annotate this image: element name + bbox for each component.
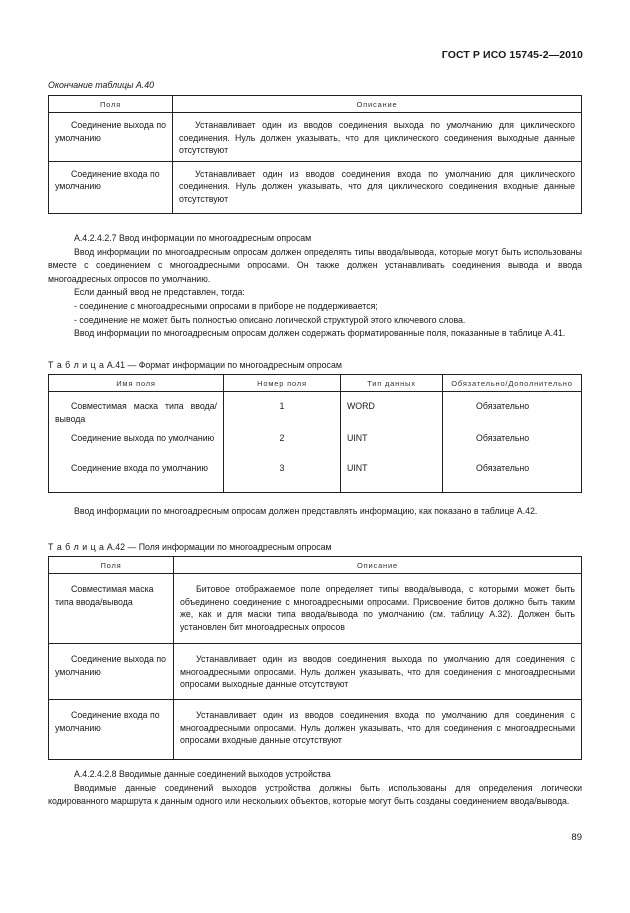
column-header: Обязательно/Дополнительно bbox=[443, 375, 582, 392]
field-name-cell: Соединение выхода по умолчанию bbox=[55, 654, 166, 677]
table-42 bbox=[48, 556, 582, 760]
section-multicast-poll bbox=[48, 232, 582, 341]
section-heading: А.4.2.4.2.8 Вводимые данные соединений выходов устройства bbox=[74, 769, 331, 779]
data-type-cell: UINT bbox=[347, 463, 368, 474]
paragraph: Если данный ввод не представлен, тогда: bbox=[74, 287, 245, 298]
description-cell: Устанавливает один из вводов соединения входа по умолчанию для циклического соединения. Нуль должен указывать, что для циклического соединения входные данные отсутствуют bbox=[179, 168, 575, 204]
column-header: Имя поля bbox=[49, 375, 224, 392]
field-number-cell: 3 bbox=[279, 463, 285, 474]
section-device-output-connections bbox=[48, 768, 582, 809]
table-row bbox=[49, 429, 582, 459]
field-name-cell: Соединение входа по умолчанию bbox=[55, 168, 160, 192]
document-header-id: ГОСТ Р ИСО 15745-2—2010 bbox=[441, 49, 583, 61]
paragraph: Вводимые данные соединений выходов устройства должны быть использованы для определения логически кодированного маршрута к данным одного или нескольких объектов, которые могут быть созданы соединением ввода/вывода. bbox=[48, 782, 582, 807]
field-name-cell: Соединение выхода по умолчанию bbox=[55, 120, 166, 143]
table-caption-prefix: Т а б л и ц а bbox=[48, 360, 105, 370]
table-row bbox=[49, 113, 582, 162]
table-caption-prefix: Т а б л и ц а bbox=[48, 542, 105, 552]
list-item: - соединение не может быть полностью описано логической структурой этого ключевого слова. bbox=[74, 314, 466, 325]
column-header: Поля bbox=[49, 96, 173, 113]
description-cell: Устанавливает один из вводов соединения входа по умолчанию для соединения с многоадресными опросами. Нуль должен указывать, что для соединения с многоадресными опросами входные данные отсутствуют bbox=[180, 710, 575, 746]
column-header: Описание bbox=[174, 557, 582, 574]
column-header: Поля bbox=[49, 557, 174, 574]
field-number-cell: 2 bbox=[279, 433, 285, 444]
field-name-cell: Совместимая маска типа ввода/вывода bbox=[55, 401, 217, 424]
field-name-cell: Соединение выхода по умолчанию bbox=[71, 433, 215, 444]
description-cell: Битовое отображаемое поле определяет типы ввода/вывода, с которыми может быть объединено соединение с многоадресными опросами. Присвоение битов должно быть таким же, как и для маски типа ввода/вывода по умолчанию (см. таблицу А.32). Должен быть установлен бит многоадресных опросов bbox=[180, 584, 575, 632]
column-header: Описание bbox=[173, 96, 582, 113]
table-header-row bbox=[49, 96, 582, 113]
paragraph: Ввод информации по многоадресным опросам должен представлять информацию, как показано в таблице А.42. bbox=[74, 506, 538, 516]
table-row bbox=[49, 644, 582, 700]
requirement-cell: Обязательно bbox=[476, 433, 530, 444]
data-type-cell: UINT bbox=[347, 433, 368, 444]
requirement-cell: Обязательно bbox=[476, 463, 530, 474]
list-item: - соединение с многоадресными опросами в приборе не поддерживается; bbox=[74, 300, 378, 311]
table-caption-text: А.42 — Поля информации по многоадресным опросам bbox=[106, 542, 332, 552]
section-heading: А.4.2.4.2.7 Ввод информации по многоадресным опросам bbox=[74, 233, 312, 243]
table-40 bbox=[48, 95, 582, 214]
table-row bbox=[49, 161, 582, 213]
table-row bbox=[49, 700, 582, 760]
table-row bbox=[49, 574, 582, 644]
table-header-row bbox=[49, 375, 582, 392]
table-row bbox=[49, 459, 582, 492]
table-42-caption bbox=[48, 542, 332, 552]
requirement-cell: Обязательно bbox=[476, 401, 530, 411]
data-type-cell: WORD bbox=[347, 401, 375, 411]
paragraph: Ввод информации по многоадресным опросам должен определять типы ввода/вывода, которые могут быть использованы вместе с соединением с многоадресными опросами. Он также должен устанавливать соединения вывода и ввода многоадресных опросов по умолчанию. bbox=[48, 246, 582, 284]
table-41 bbox=[48, 374, 582, 493]
field-number-cell: 1 bbox=[279, 401, 285, 411]
column-header: Тип данных bbox=[341, 375, 443, 392]
description-cell: Устанавливает один из вводов соединения выхода по умолчанию для циклического соединения. Нуль должен указывать, что для циклического соединения выходные данные отсутствуют bbox=[179, 120, 575, 156]
field-name-cell: Соединение входа по умолчанию bbox=[55, 710, 160, 733]
table-caption-text: А.41 — Формат информации по многоадресным опросам bbox=[106, 360, 342, 370]
description-cell: Устанавливает один из вводов соединения выхода по умолчанию для соединения с многоадресными опросами. Нуль должен указывать, что для соединения с многоадресными опросами выходные данные отсутствуют bbox=[180, 654, 575, 690]
page-number: 89 bbox=[571, 832, 582, 843]
paragraph-table-42-intro bbox=[48, 505, 582, 519]
paragraph: Ввод информации по многоадресным опросам должен содержать форматированные поля, показанные в таблице А.41. bbox=[74, 328, 566, 339]
table-row bbox=[49, 392, 582, 430]
column-header: Номер поля bbox=[224, 375, 341, 392]
table-40-caption: Окончание таблицы А.40 bbox=[48, 80, 155, 90]
table-header-row bbox=[49, 557, 582, 574]
field-name-cell: Совместимая маска типа ввода/вывода bbox=[55, 584, 154, 607]
table-41-caption bbox=[48, 360, 342, 370]
field-name-cell: Соединение входа по умолчанию bbox=[71, 463, 208, 474]
